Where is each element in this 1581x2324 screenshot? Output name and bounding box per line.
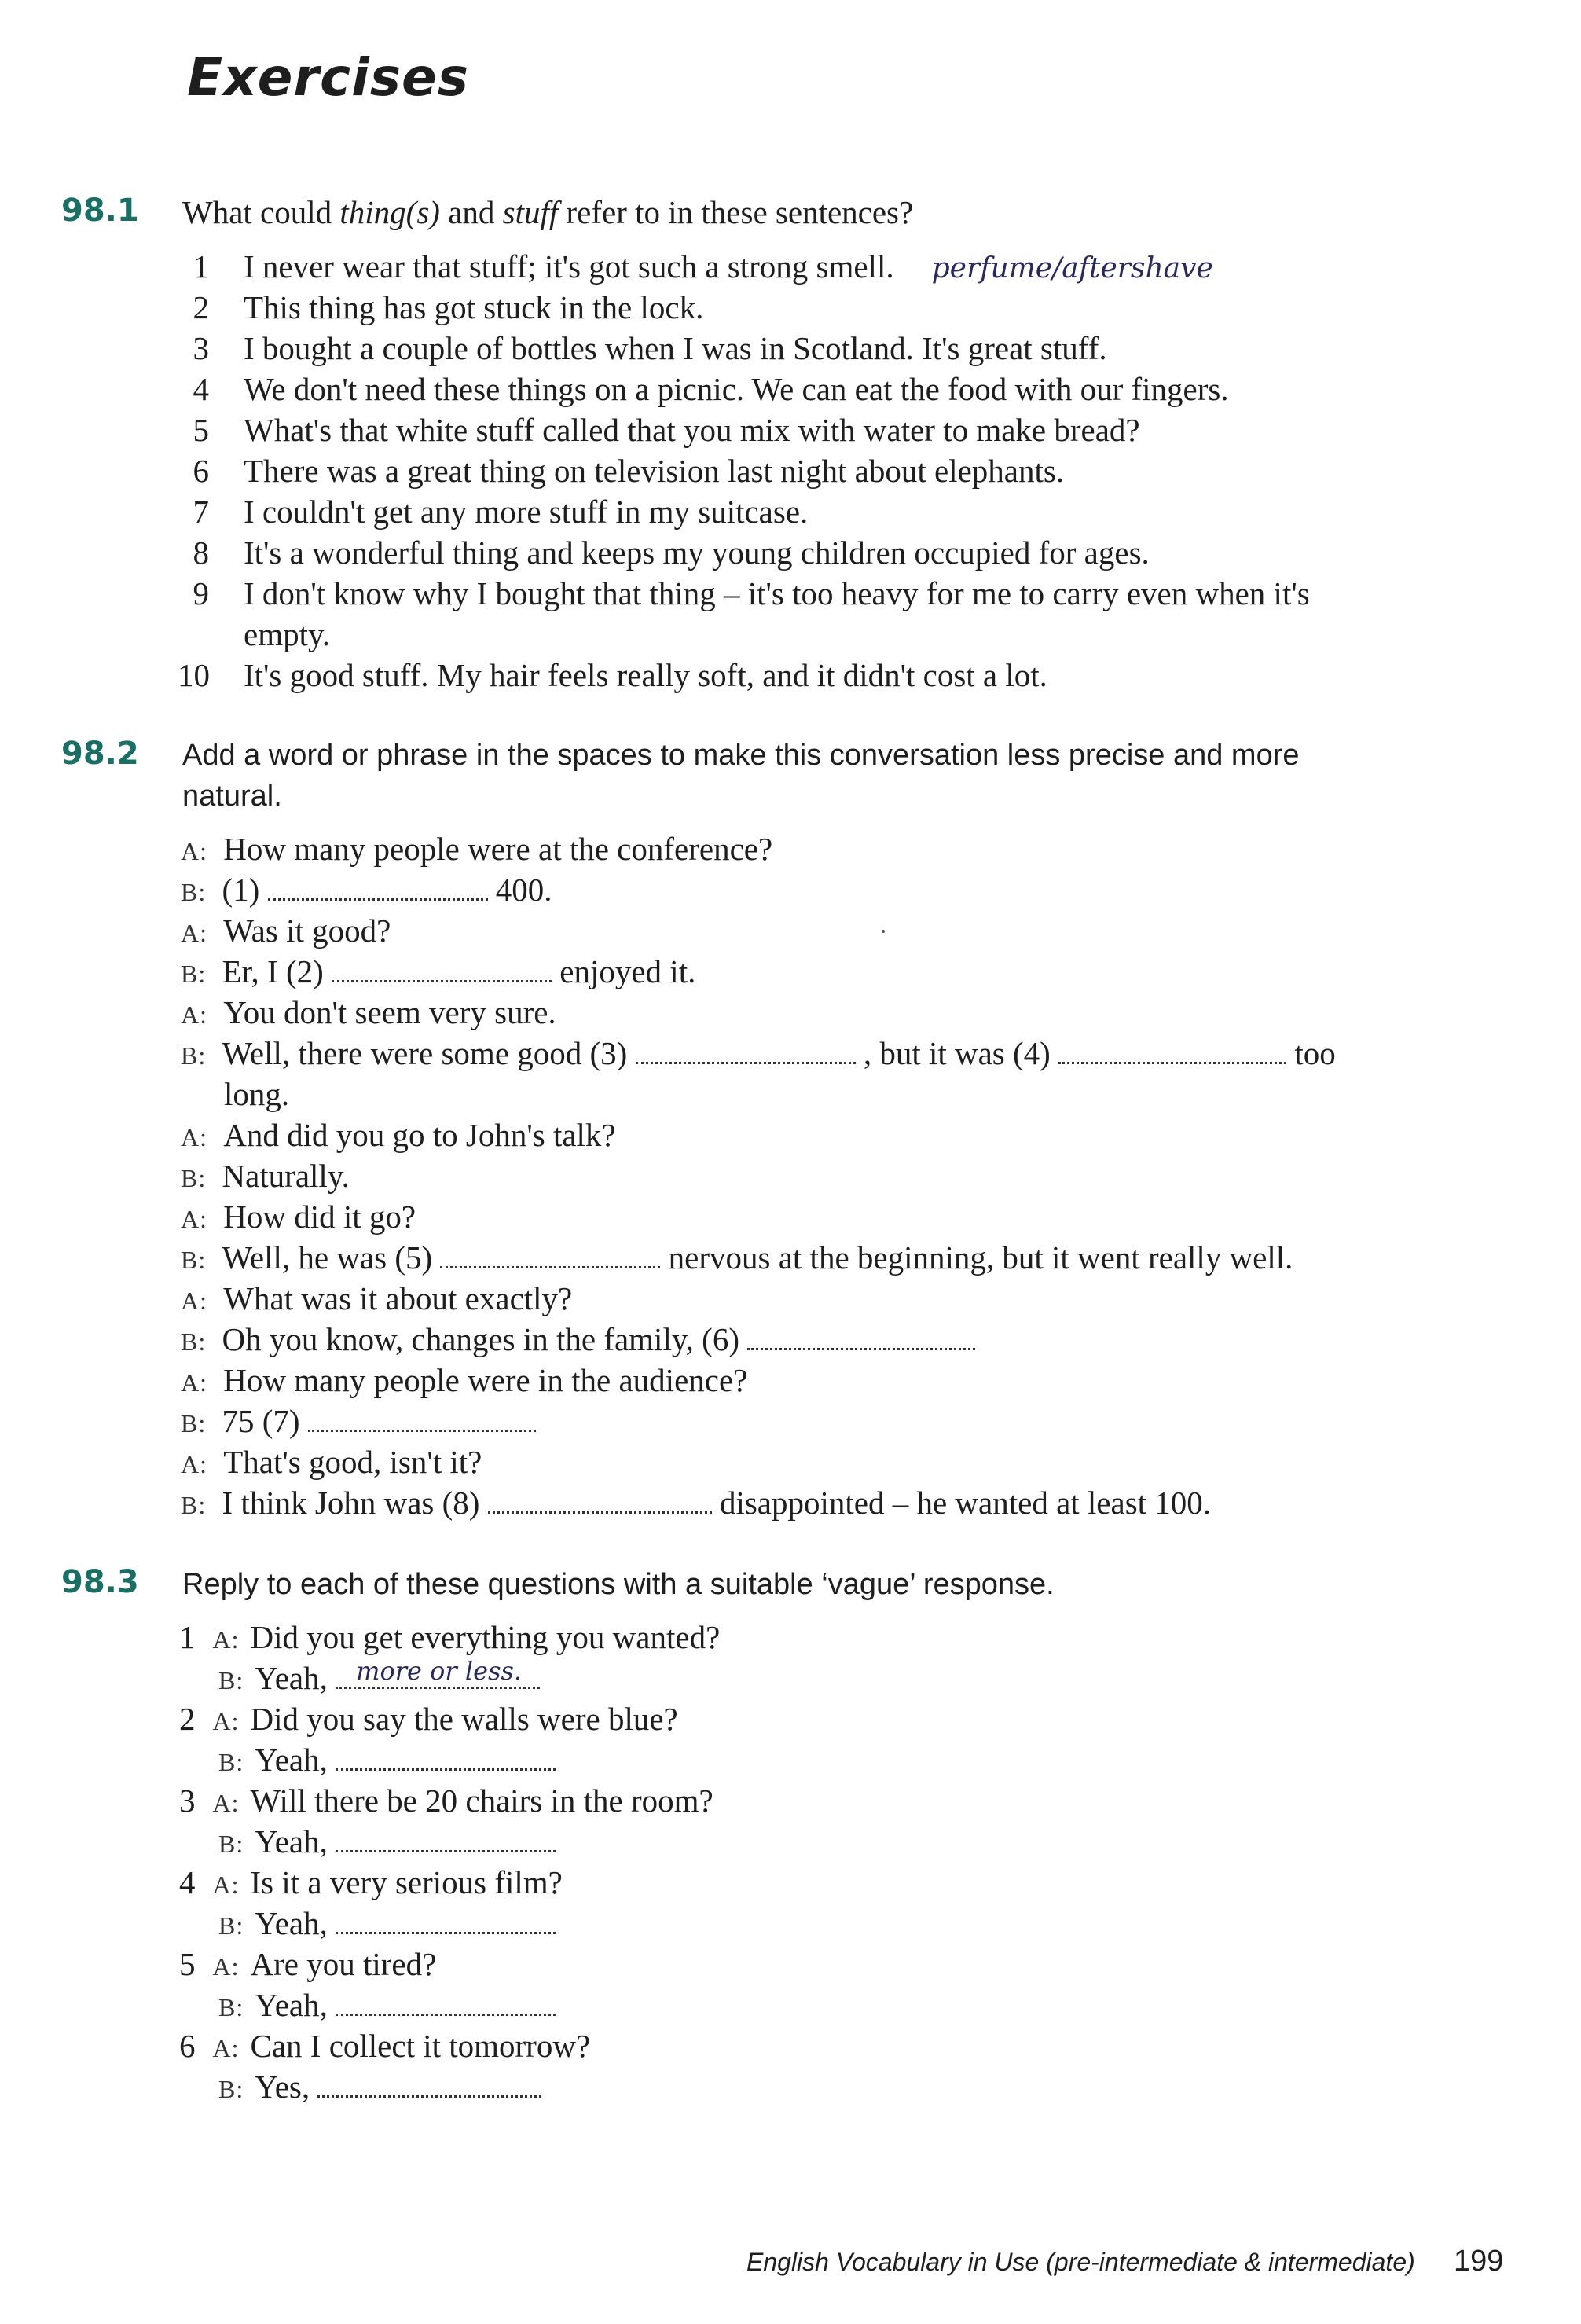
dialogue-line [181,1114,616,1158]
reply-text: Yeah, [255,1987,328,2023]
item-number: 10 [178,657,210,693]
reply-line [218,1984,556,2028]
speaker-label: A: [212,1952,240,1981]
question-text: Did you say the walls were blue? [250,1701,678,1737]
instruction-part: What could [182,194,340,230]
dialogue-line [181,828,772,872]
book-title-footer: English Vocabulary in Use (pre-intermediate & intermediate) [746,2248,1415,2276]
dialogue-text: Was it good? [223,912,391,949]
speaker-label: B: [181,1409,207,1437]
reply-text: Yes, [255,2069,310,2105]
speaker-label: A: [181,1450,207,1478]
question-text: Will there be 20 chairs in the room? [250,1782,713,1819]
speaker-label: B: [181,878,207,906]
blank-4[interactable] [1058,1038,1286,1064]
dialogue-text: How many people were at the conference? [223,831,773,867]
list-item [193,369,1229,409]
dialogue-text: I think John was (8) [222,1485,480,1521]
list-item [179,1862,563,1905]
speaker-label: B: [181,1246,207,1274]
question-text: Are you tired? [250,1946,437,1982]
blank-1[interactable] [268,875,488,901]
item-text: This thing has got stuck in the lock. [244,289,704,325]
speaker-label: A: [212,1871,240,1899]
speaker-label: A: [212,1625,240,1654]
dialogue-text: How did it go? [223,1199,416,1235]
dialogue-text: That's good, isn't it? [223,1444,482,1480]
item-number: 4 [193,371,209,407]
reply-line [218,1821,556,1864]
answer-blank[interactable] [317,2072,541,2098]
dialogue-text: disappointed – he wanted at least 100. [719,1485,1212,1521]
item-number: 8 [193,534,209,571]
exercise-1-instruction [182,192,1440,233]
dialogue-continuation: long. [224,1076,290,1112]
speaker-label: A: [212,2034,240,2062]
list-item [178,655,1047,696]
blank-3[interactable] [636,1038,856,1064]
item-text: I bought a couple of bottles when I was in Scotland. It's great stuff. [244,330,1107,366]
blank-6[interactable] [747,1324,975,1350]
question-text: Is it a very serious film? [250,1864,563,1900]
item-text: I don't know why I bought that thing – it's too heavy for me to carry even when it's [244,575,1310,611]
answer-blank[interactable] [336,1990,556,2016]
speaker-label: B: [181,1491,207,1519]
speaker-label: A: [181,1205,207,1233]
item-number: 5 [179,1946,196,1982]
speaker-label: A: [181,837,207,865]
speaker-label: A: [181,1287,207,1315]
exercise-2-instruction [182,735,1440,817]
reply-line [218,1739,556,1782]
answer-blank[interactable] [336,1827,556,1852]
reply-line [218,1658,540,1701]
question-text: Did you get everything you wanted? [250,1619,721,1655]
item-number: 9 [193,575,209,611]
reply-text: Yeah, [255,1823,328,1860]
reply-text: Yeah, [255,1660,328,1696]
blank-7[interactable] [308,1406,536,1432]
speaker-label: A: [212,1789,240,1817]
exercise-1-number: 98.1 [61,193,139,229]
exercise-2-number: 98.2 [61,736,139,772]
item-number: 2 [179,1701,196,1737]
dialogue-line [181,1196,416,1239]
item-text: It's a wonderful thing and keeps my young children occupied for ages. [244,534,1150,571]
reply-text: Yeah, [255,1905,328,1941]
list-item [193,409,1140,450]
dialogue-text: And did you go to John's talk? [223,1117,616,1153]
dialogue-text: , but it was (4) [863,1035,1051,1071]
speaker-label: A: [181,1000,207,1029]
handwritten-answer: perfume/aftershave [931,252,1213,285]
item-number: 2 [193,289,209,325]
dialogue-text: Well, there were some good (3) [222,1035,628,1071]
dialogue-line [181,1482,1211,1525]
dialogue-text: Oh you know, changes in the family, (6) [222,1321,739,1357]
list-item [179,1780,713,1823]
item-text: We don't need these things on a picnic. We can eat the food with our fingers. [244,371,1229,407]
speaker-label: A: [181,1123,207,1151]
exercise-3-number: 98.3 [61,1564,139,1600]
list-item [193,573,1310,614]
list-item [193,491,809,532]
dialogue-line [181,1237,1293,1280]
blank-8[interactable] [488,1488,712,1514]
speaker-label: B: [218,1748,244,1776]
dialogue-text: (1) [222,872,260,908]
list-item [193,246,1213,289]
dialogue-text: 400. [495,872,552,908]
item-number: 3 [193,330,209,366]
speaker-label: B: [218,1666,244,1694]
list-item [193,287,704,328]
item-number: 7 [193,494,209,530]
handwritten-answer: more or less. [356,1656,523,1686]
list-item [193,328,1107,369]
blank-5[interactable] [440,1243,660,1268]
dialogue-text: Naturally. [222,1158,350,1194]
answer-blank[interactable] [336,1745,556,1771]
dialogue-line [181,951,695,994]
list-item [179,1698,678,1742]
dialogue-text: How many people were in the audience? [223,1362,748,1398]
instruction-line: natural. [182,780,282,813]
speaker-label: B: [218,1830,244,1858]
item-number: 6 [179,2028,196,2064]
speaker-label: A: [212,1707,240,1735]
dialogue-line [181,1441,482,1485]
item-number: 5 [193,412,209,448]
instruction-part: refer to in these sentences? [558,194,914,230]
reply-text: Yeah, [255,1742,328,1778]
dialogue-line [181,910,391,953]
speaker-label: A: [181,919,207,947]
instruction-part: and [439,194,503,230]
dialogue-text: You don't seem very sure. [223,994,556,1030]
page-heading: Exercises [187,47,470,108]
item-number: 3 [179,1782,196,1819]
item-number: 6 [193,453,209,489]
answer-blank[interactable] [336,1656,540,1689]
dialogue-text: What was it about exactly? [223,1280,573,1316]
item-number: 1 [193,248,209,285]
dialogue-text: Well, he was (5) [222,1239,433,1276]
question-text: Can I collect it tomorrow? [250,2028,591,2064]
list-item [179,2025,590,2069]
page-number: 199 [1454,2245,1504,2278]
instruction-line: Add a word or phrase in the spaces to make this conversation less precise and more [182,739,1300,772]
answer-blank[interactable] [336,1908,556,1934]
dialogue-text: Er, I (2) [222,953,324,989]
reply-line [218,2066,541,2109]
exercise-3-instruction: Reply to each of these questions with a suitable ‘vague’ response. [182,1568,1055,1601]
dialogue-line [181,869,552,912]
blank-2[interactable] [332,956,552,982]
speaker-label: B: [218,2075,244,2103]
item-text: There was a great thing on television last night about elephants. [244,453,1065,489]
dialogue-line [181,1278,572,1321]
dialogue-line [181,1360,747,1403]
speaker-label: B: [218,1911,244,1940]
speaker-label: B: [218,1993,244,2021]
instruction-thing-term: thing(s) [339,194,440,230]
list-item [179,1944,436,1987]
dialogue-text: nervous at the beginning, but it went really well. [668,1239,1293,1276]
item-number: 1 [179,1619,196,1655]
item-text: What's that white stuff called that you mix with water to make bread? [244,412,1140,448]
instruction-stuff-term: stuff [502,194,559,230]
dialogue-line [181,1401,536,1444]
item-number: 4 [179,1864,196,1900]
speaker-label: B: [181,1327,207,1356]
item-text: It's good stuff. My hair feels really soft, and it didn't cost a lot. [244,657,1047,693]
list-item [193,532,1150,573]
item-text: I never wear that stuff; it's got such a strong smell. [244,248,894,285]
dialogue-line [181,992,556,1035]
stray-dot [882,930,885,933]
item-text: I couldn't get any more stuff in my suitcase. [244,494,809,530]
speaker-label: B: [181,1041,207,1070]
item-continuation: empty. [244,616,331,652]
dialogue-text: enjoyed it. [559,953,696,989]
dialogue-text: too [1294,1035,1336,1071]
dialogue-line [181,1155,350,1199]
list-item [193,450,1065,491]
reply-line [218,1903,556,1946]
speaker-label: B: [181,1164,207,1192]
dialogue-line [181,1033,1336,1076]
speaker-label: B: [181,960,207,988]
dialogue-line [181,1319,975,1362]
speaker-label: A: [181,1368,207,1397]
dialogue-text: 75 (7) [222,1403,300,1439]
